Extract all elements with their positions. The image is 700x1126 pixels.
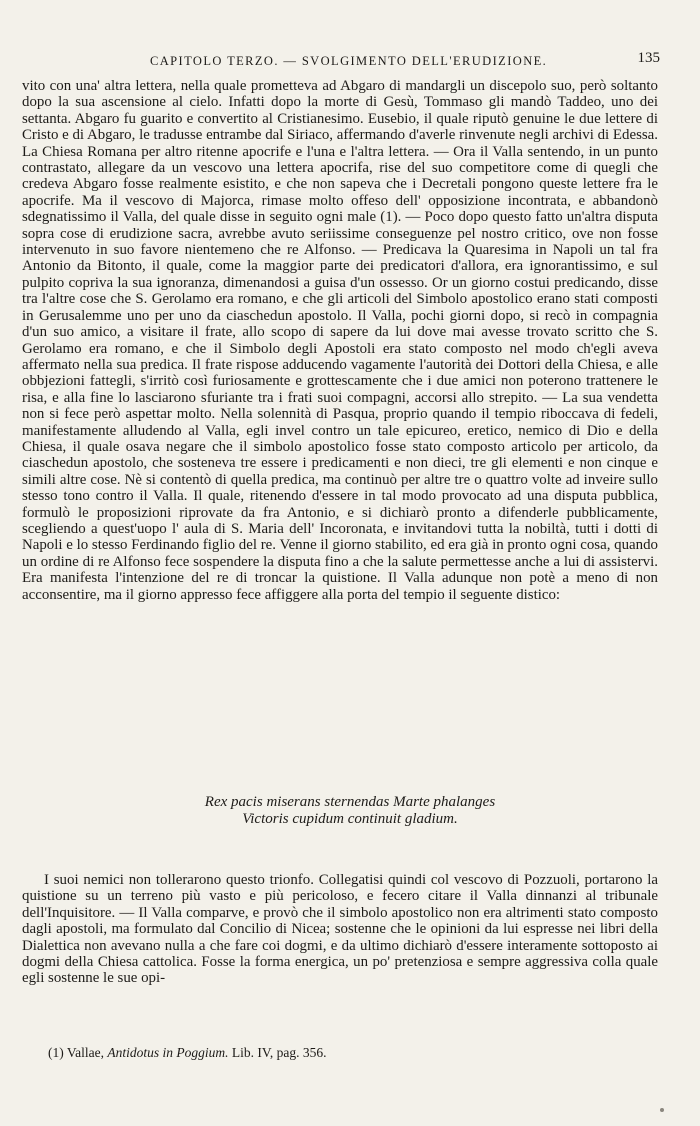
second-text-block: [22, 872, 658, 987]
footnote-author: Vallae,: [66, 1045, 104, 1060]
footnote-title: Antidotus in Poggium.: [107, 1045, 229, 1060]
page-header: [22, 50, 660, 72]
main-text-block: [22, 78, 658, 603]
footnote-marker: (1): [48, 1045, 64, 1060]
paragraph: I suoi nemici non tollerarono questo trionfo. Collegatisi quindi col vescovo di Pozzuoli, portarono la quistione su un terreno più vasto e più pericoloso, e fecero citare il Valla dinnanzi al tribunale dell'Inquisitore. — Il Valla comparve, e provò che il simbolo apostolico non era altrimenti stato composto dagli apostoli, ma formulato dal Concilio di Nicea; sostenne che le opinioni da lui espresse nei libri della Dialettica non avevano nulla a che fare coi dogmi, e da ultimo dichiarò d'essere interamente sottoposto ai dogmi della Chiesa cattolica. Fosse la forma energica, un po' pretenziosa e sempre aggressiva colla quale egli sostenne le sue opi-: [22, 872, 658, 987]
footnote: [48, 1045, 327, 1061]
footnote-reference: Lib. IV, pag. 356.: [231, 1045, 327, 1060]
paragraph: vito con una' altra lettera, nella quale prometteva ad Abgaro di mandargli un discepolo suo, però soltanto dopo la sua ascensione al cielo. Infatti dopo la morte di Gesù, Tommaso gli mandò Taddeo, uno dei settanta. Abgaro fu guarito e convertito al Cristianesimo. Eusebio, il quale riputò genuine le due lettere di Cristo e di Abgaro, le tradusse entrambe dal Siriaco, affermando d'averle rinvenute negli archivi di Edessa. La Chiesa Romana per altro ritenne apocrife e l'una e l'altra lettera. — Ora il Valla sentendo, in un punto contrastato, allegare da un vescovo una lettera apocrifa, rise del suo competitore come di quegli che credeva Abgaro fosse realmente esistito, e che non sapeva che i Decretali pongono queste lettere fra le apocrife. Ma il vescovo di Majorca, rimase molto offeso dell' opposizione incontrata, e abbandonò sdegnatissimo il Valla, del quale disse in seguito ogni male (1). — Poco dopo questo fatto un'altra disputa sopra cose di erudizione sacra, avrebbe avuto seriissime conseguenze pel nostro critico, ove non fosse intervenuto in suo favore nientemeno che re Alfonso. — Predicava la Quaresima in Napoli un tal fra Antonio da Bitonto, il quale, come la maggior parte dei predicatori d'allora, era ignorantissimo, e sul pulpito copriva la sua ignoranza, dimenandosi a guisa d'un ossesso. Or un giorno costui predicando, disse tra l'altre cose che S. Gerolamo era romano, e che gli articoli del Simbolo apostolico erano stati composti in Gerusalemme uno per uno da ciaschedun apostolo. Il Valla, pochi giorni dopo, si recò in compagnia d'un suo amico, a visitare il frate, allo scopo di sapere da lui dove mai avesse trovato scritto che S. Gerolamo era romano, e che il Simbolo degli Apostoli era stato composto nel modo ch'egli aveva affermato nella sua predica. Il frate rispose adducendo vagamente l'autorità dei Dottori della Chiesa, e alle obbjezioni fattegli, s'irritò così furiosamente e grottescamente che i due amici non poterono trattenere le risa, e alla fine lo lasciarono sfuriante tra i frati suoi compagni, accorsi allo strepito. — La sua vendetta non si fece però aspettar molto. Nella solennità di Pasqua, proprio quando il tempio riboccava di fedeli, manifestamente alludendo al Valla, egli invel contro un tale epicureo, eretico, nemico di Dio e della Chiesa, il quale osava negare che il simbolo apostolico fosse stato composto articolo per articolo, da ciaschedun apostolo, che sosteneva tre essere i predicamenti e non dieci, tre gli elementi e non cinque e simili altre cose. Nè si contentò di quella predica, ma continuò per altre tre o quattro volte ad inveire sullo stesso tono contro il Valla. Il quale, ritenendo d'essere in tal modo provocato ad una disputa pubblica, formulò le proposizioni riprovate da fra Antonio, e si dichiarò pronto a difenderle pubblicamente, scegliendo a quest'uopo l' aula di S. Maria dell' Incoronata, e invitandovi tutta la nobiltà, tutti i dotti di Napoli e lo stesso Ferdinando figlio del re. Venne il giorno stabilito, ed era già in pronto ogni cosa, quando un ordine di re Alfonso fece sospendere la disputa fino a che la salute permettesse anche a lui di assistervi. Era manifesta l'intenzione del re di troncar la quistione. Il Valla adunque non potè a meno di non acconsentire, ma il giorno appresso fece affiggere alla porta del tempio il seguente distico:: [22, 78, 658, 603]
running-head: CAPITOLO TERZO. — SVOLGIMENTO DELL'ERUDIZIONE.: [150, 54, 548, 68]
distich-line: Rex pacis miserans sternendas Marte phalanges: [204, 794, 496, 810]
latin-distich: [0, 794, 700, 828]
paper-speck: [660, 1108, 664, 1112]
page-number: 135: [637, 50, 660, 66]
distich-line: Victoris cupidum continuit gladium.: [242, 811, 458, 827]
